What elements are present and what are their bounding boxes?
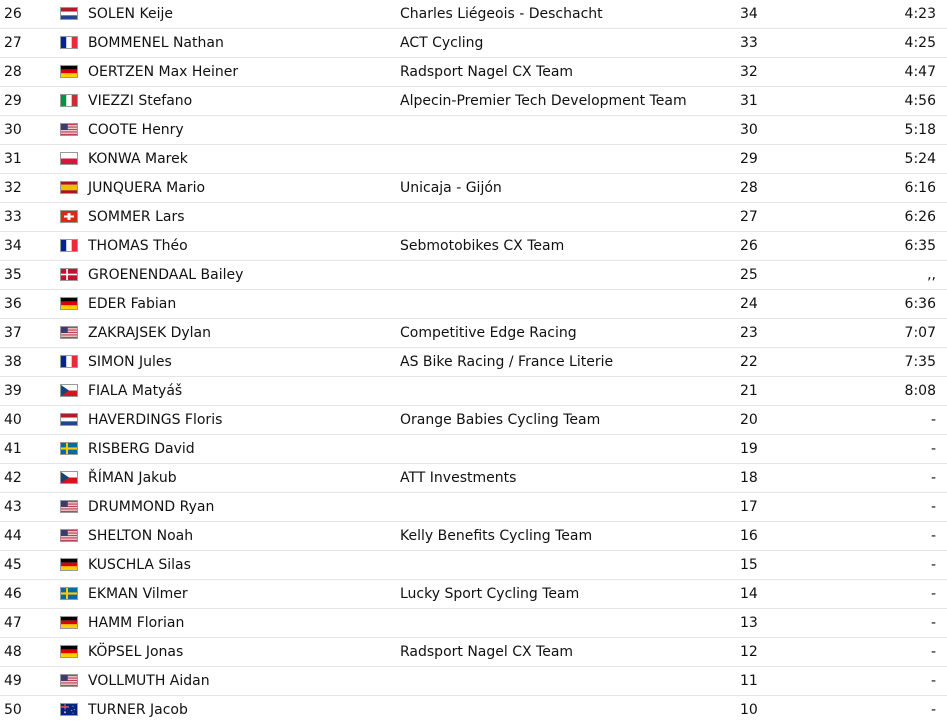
- usa-flag-icon: [60, 529, 78, 542]
- points-cell: 34: [740, 0, 760, 28]
- rank-cell: 46: [4, 580, 44, 608]
- table-row: [0, 580, 947, 609]
- netherlands-flag-icon: [60, 413, 78, 426]
- rank-cell: 39: [4, 377, 44, 405]
- netherlands-flag-icon: [60, 7, 78, 20]
- team-name-link[interactable]: ACT Cycling: [400, 29, 483, 57]
- time-gap-cell: -: [931, 638, 936, 666]
- points-cell: 29: [740, 145, 760, 173]
- germany-flag-icon: [60, 645, 78, 658]
- table-row: [0, 493, 947, 522]
- rider-name-link[interactable]: FIALA Matyáš: [88, 377, 182, 405]
- france-flag-icon: [60, 239, 78, 252]
- table-row: [0, 464, 947, 493]
- table-row: [0, 638, 947, 667]
- time-gap-cell: 4:56: [905, 87, 936, 115]
- rider-name-link[interactable]: SOLEN Keije: [88, 0, 173, 28]
- points-cell: 26: [740, 232, 760, 260]
- usa-flag-icon: [60, 500, 78, 513]
- table-row: [0, 174, 947, 203]
- time-gap-cell: -: [931, 580, 936, 608]
- rank-cell: 37: [4, 319, 44, 347]
- germany-flag-icon: [60, 297, 78, 310]
- france-flag-icon: [60, 36, 78, 49]
- rank-cell: 38: [4, 348, 44, 376]
- time-gap-cell: -: [931, 435, 936, 463]
- team-name-link[interactable]: Kelly Benefits Cycling Team: [400, 522, 592, 550]
- rider-name-link[interactable]: RISBERG David: [88, 435, 195, 463]
- table-row: [0, 696, 947, 724]
- team-name-link[interactable]: AS Bike Racing / France Literie: [400, 348, 613, 376]
- denmark-flag-icon: [60, 268, 78, 281]
- sweden-flag-icon: [60, 587, 78, 600]
- points-cell: 27: [740, 203, 760, 231]
- points-cell: 21: [740, 377, 760, 405]
- time-gap-cell: 5:24: [905, 145, 936, 173]
- rider-name-link[interactable]: BOMMENEL Nathan: [88, 29, 224, 57]
- points-cell: 28: [740, 174, 760, 202]
- rank-cell: 29: [4, 87, 44, 115]
- france-flag-icon: [60, 355, 78, 368]
- table-row: [0, 145, 947, 174]
- rider-name-link[interactable]: SIMON Jules: [88, 348, 172, 376]
- rider-name-link[interactable]: SOMMER Lars: [88, 203, 185, 231]
- time-gap-cell: 6:16: [905, 174, 936, 202]
- table-row: [0, 435, 947, 464]
- table-row: [0, 29, 947, 58]
- team-name-link[interactable]: Orange Babies Cycling Team: [400, 406, 600, 434]
- rank-cell: 35: [4, 261, 44, 289]
- table-row: [0, 232, 947, 261]
- time-gap-cell: -: [931, 406, 936, 434]
- table-row: [0, 551, 947, 580]
- rank-cell: 30: [4, 116, 44, 144]
- rank-cell: 28: [4, 58, 44, 86]
- table-row: [0, 203, 947, 232]
- rank-cell: 32: [4, 174, 44, 202]
- time-gap-cell: -: [931, 464, 936, 492]
- team-name-link[interactable]: Alpecin-Premier Tech Development Team: [400, 87, 687, 115]
- rider-name-link[interactable]: KÖPSEL Jonas: [88, 638, 183, 666]
- table-row: [0, 290, 947, 319]
- germany-flag-icon: [60, 65, 78, 78]
- points-cell: 11: [740, 667, 760, 695]
- rider-name-link[interactable]: ZAKRAJSEK Dylan: [88, 319, 211, 347]
- rider-name-link[interactable]: EKMAN Vilmer: [88, 580, 188, 608]
- italy-flag-icon: [60, 94, 78, 107]
- switzerland-flag-icon: [60, 210, 78, 223]
- team-name-link[interactable]: Charles Liégeois - Deschacht: [400, 0, 603, 28]
- table-row: [0, 58, 947, 87]
- points-cell: 18: [740, 464, 760, 492]
- time-gap-cell: -: [931, 522, 936, 550]
- points-cell: 32: [740, 58, 760, 86]
- rider-name-link[interactable]: VIEZZI Stefano: [88, 87, 192, 115]
- points-cell: 19: [740, 435, 760, 463]
- table-row: [0, 609, 947, 638]
- rank-cell: 48: [4, 638, 44, 666]
- rank-cell: 43: [4, 493, 44, 521]
- czechia-flag-icon: [60, 471, 78, 484]
- rank-cell: 45: [4, 551, 44, 579]
- table-row: [0, 116, 947, 145]
- table-row: [0, 406, 947, 435]
- germany-flag-icon: [60, 616, 78, 629]
- rank-cell: 36: [4, 290, 44, 318]
- points-cell: 13: [740, 609, 760, 637]
- rider-name-link[interactable]: KONWA Marek: [88, 145, 188, 173]
- time-gap-cell: 7:07: [905, 319, 936, 347]
- time-gap-cell: 5:18: [905, 116, 936, 144]
- rank-cell: 47: [4, 609, 44, 637]
- time-gap-cell: 4:47: [905, 58, 936, 86]
- rider-name-link[interactable]: EDER Fabian: [88, 290, 176, 318]
- rank-cell: 27: [4, 29, 44, 57]
- team-name-link[interactable]: Lucky Sport Cycling Team: [400, 580, 579, 608]
- table-row: [0, 348, 947, 377]
- rider-name-link[interactable]: HAVERDINGS Floris: [88, 406, 222, 434]
- usa-flag-icon: [60, 326, 78, 339]
- table-row: [0, 377, 947, 406]
- time-gap-cell: 8:08: [905, 377, 936, 405]
- sweden-flag-icon: [60, 442, 78, 455]
- rank-cell: 49: [4, 667, 44, 695]
- team-name-link[interactable]: Radsport Nagel CX Team: [400, 638, 573, 666]
- rider-name-link[interactable]: SHELTON Noah: [88, 522, 193, 550]
- rider-name-link[interactable]: HAMM Florian: [88, 609, 184, 637]
- points-cell: 10: [740, 696, 760, 724]
- points-cell: 20: [740, 406, 760, 434]
- points-cell: 14: [740, 580, 760, 608]
- points-cell: 24: [740, 290, 760, 318]
- time-gap-cell: 6:36: [905, 290, 936, 318]
- time-gap-cell: 6:35: [905, 232, 936, 260]
- rank-cell: 31: [4, 145, 44, 173]
- rider-name-link[interactable]: GROENENDAAL Bailey: [88, 261, 243, 289]
- rider-name-link[interactable]: ŘÍMAN Jakub: [88, 464, 177, 492]
- usa-flag-icon: [60, 123, 78, 136]
- team-name-link[interactable]: Unicaja - Gijón: [400, 174, 502, 202]
- germany-flag-icon: [60, 558, 78, 571]
- rider-name-link[interactable]: DRUMMOND Ryan: [88, 493, 214, 521]
- time-gap-cell: -: [931, 493, 936, 521]
- table-row: [0, 319, 947, 348]
- spain-flag-icon: [60, 181, 78, 194]
- rank-cell: 26: [4, 0, 44, 28]
- points-cell: 12: [740, 638, 760, 666]
- time-gap-cell: ,,: [927, 261, 936, 289]
- rank-cell: 41: [4, 435, 44, 463]
- time-gap-cell: 7:35: [905, 348, 936, 376]
- table-row: [0, 0, 947, 29]
- team-name-link[interactable]: ATT Investments: [400, 464, 516, 492]
- rider-name-link[interactable]: VOLLMUTH Aidan: [88, 667, 210, 695]
- points-cell: 15: [740, 551, 760, 579]
- points-cell: 25: [740, 261, 760, 289]
- poland-flag-icon: [60, 152, 78, 165]
- team-name-link[interactable]: Sebmotobikes CX Team: [400, 232, 564, 260]
- points-cell: 31: [740, 87, 760, 115]
- points-cell: 16: [740, 522, 760, 550]
- team-name-link[interactable]: Radsport Nagel CX Team: [400, 58, 573, 86]
- rank-cell: 42: [4, 464, 44, 492]
- time-gap-cell: -: [931, 551, 936, 579]
- czechia-flag-icon: [60, 384, 78, 397]
- table-row: [0, 87, 947, 116]
- team-name-link[interactable]: Competitive Edge Racing: [400, 319, 577, 347]
- time-gap-cell: -: [931, 667, 936, 695]
- points-cell: 30: [740, 116, 760, 144]
- usa-flag-icon: [60, 674, 78, 687]
- rank-cell: 33: [4, 203, 44, 231]
- points-cell: 23: [740, 319, 760, 347]
- rank-cell: 34: [4, 232, 44, 260]
- time-gap-cell: -: [931, 696, 936, 724]
- time-gap-cell: -: [931, 609, 936, 637]
- time-gap-cell: 6:26: [905, 203, 936, 231]
- rider-name-link[interactable]: JUNQUERA Mario: [88, 174, 205, 202]
- table-row: [0, 667, 947, 696]
- rank-cell: 40: [4, 406, 44, 434]
- time-gap-cell: 4:23: [905, 0, 936, 28]
- points-cell: 17: [740, 493, 760, 521]
- rider-name-link[interactable]: OERTZEN Max Heiner: [88, 58, 238, 86]
- time-gap-cell: 4:25: [905, 29, 936, 57]
- rider-name-link[interactable]: TURNER Jacob: [88, 696, 188, 724]
- rider-name-link[interactable]: KUSCHLA Silas: [88, 551, 191, 579]
- rider-name-link[interactable]: COOTE Henry: [88, 116, 184, 144]
- rank-cell: 44: [4, 522, 44, 550]
- table-row: [0, 261, 947, 290]
- rank-cell: 50: [4, 696, 44, 724]
- table-row: [0, 522, 947, 551]
- australia-flag-icon: [60, 703, 78, 716]
- points-cell: 22: [740, 348, 760, 376]
- rider-name-link[interactable]: THOMAS Théo: [88, 232, 188, 260]
- points-cell: 33: [740, 29, 760, 57]
